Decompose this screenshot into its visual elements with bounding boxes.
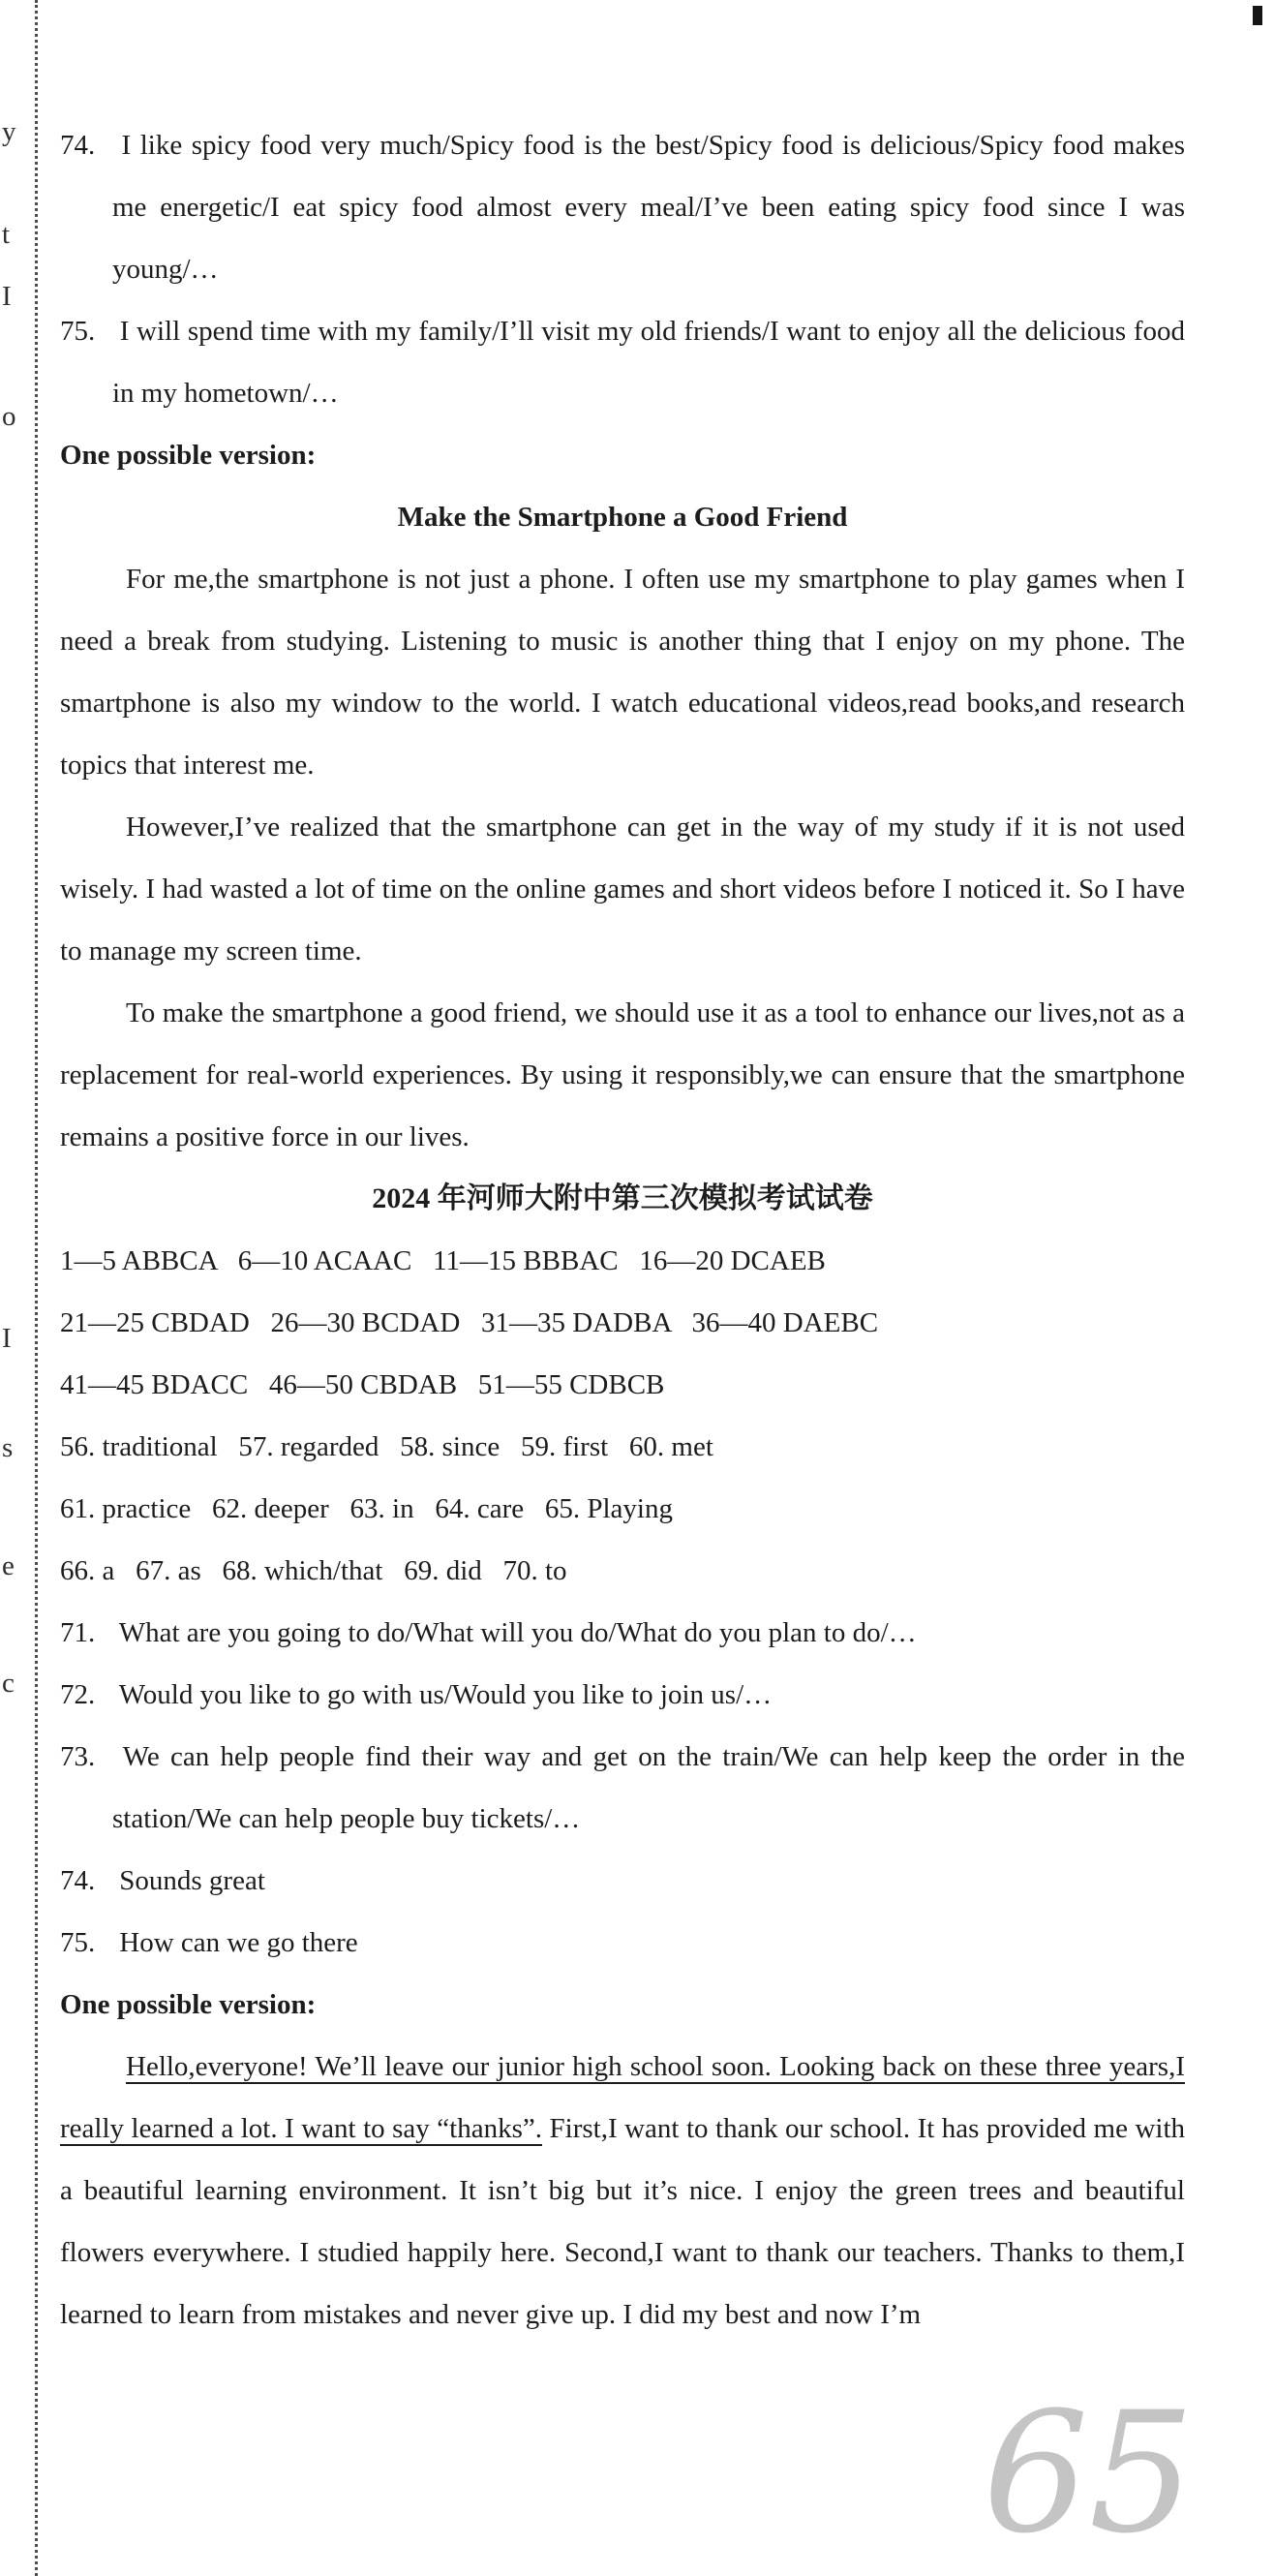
essay2-body-text: First,I want to thank our school. It has provided me with a beautiful learning environment. It isn’t big but it’s nice. I enjoy the green trees and beautiful flowers everywhere. I studied happily here. Second,I want to thank our teachers. Thanks to them,I learned to learn from mistakes and never give up. I did my best and now I’m	[60, 2113, 1186, 2330]
answer-line-1: 1—5 ABBCA 6—10 ACAAC 11—15 BBBAC 16—20 DCAEB	[60, 1245, 826, 1276]
item-text: Would you like to go with us/Would you like to join us/…	[118, 1679, 773, 1710]
essay2-underlined-opening: Hello,everyone! We’ll leave our junior high school soon. Looking back on these three years,I really learned a lot. I want to say “thanks”.	[60, 2051, 1185, 2144]
answer-item-74-top	[60, 114, 1185, 300]
item-text: How can we go there	[119, 1927, 358, 1958]
edge-fragment: c	[2, 1668, 15, 1699]
answer-item-75-top	[60, 300, 1185, 424]
edge-fragment: y	[2, 116, 16, 147]
item-text: Sounds great	[119, 1865, 265, 1896]
item-number: 73.	[60, 1741, 96, 1772]
item-number: 74.	[60, 130, 96, 161]
item-number: 75.	[60, 1927, 96, 1958]
edge-fragment: s	[2, 1432, 14, 1463]
item-text: What are you going to do/What will you do/What do you plan to do/…	[118, 1617, 917, 1648]
item-number: 74.	[60, 1865, 96, 1896]
item-number: 75.	[60, 316, 96, 347]
item-text: I will spend time with my family/I’ll visit my old friends/I want to enjoy all the delicious food in my hometown/…	[112, 316, 1186, 409]
corner-mark	[1253, 6, 1262, 25]
edge-fragment: t	[2, 219, 11, 250]
page-number-watermark: 65	[983, 2376, 1195, 2570]
answer-item-73	[60, 1726, 1185, 1850]
answer-line-3: 41—45 BDACC 46—50 CBDAB 51—55 CDBCB	[60, 1369, 665, 1400]
edge-fragment: e	[2, 1550, 15, 1581]
essay1-paragraph-1: For me,the smartphone is not just a phone. I often use my smartphone to play games when I need a break from studying. Listening to music is another thing that I enjoy on my phone. The smartphone is also my window to the world. I watch educational videos,read books,and research topics that interest me.	[60, 564, 1185, 781]
answer-line-6: 66. a 67. as 68. which/that 69. did 70. to	[60, 1555, 567, 1586]
answer-item-72	[60, 1664, 1185, 1726]
essay1-paragraph-3: To make the smartphone a good friend, we should use it as a tool to enhance our lives,not as a replacement for real-world experiences. By using it responsibly,we can ensure that the smartphone remains a positive force in our lives.	[60, 997, 1185, 1152]
essay1-paragraph-2: However,I’ve realized that the smartphone can get in the way of my study if it is not used wisely. I had wasted a lot of time on the online games and short videos before I noticed it. So I have to manage my screen time.	[60, 812, 1185, 966]
item-text: I like spicy food very much/Spicy food is the best/Spicy food is delicious/Spicy food makes me energetic/I eat spicy food almost every meal/I’ve been eating spicy food since I was young/…	[112, 130, 1186, 285]
column-divider-dotted	[35, 0, 38, 2576]
answer-item-75	[60, 1912, 1185, 1974]
item-number: 72.	[60, 1679, 96, 1710]
edge-fragment: I	[2, 281, 12, 312]
essay-title: Make the Smartphone a Good Friend	[397, 502, 848, 533]
answer-line-5: 61. practice 62. deeper 63. in 64. care 65. Playing	[60, 1493, 673, 1524]
possible-version-label-1: One possible version:	[60, 440, 317, 471]
answer-line-2: 21—25 CBDAD 26—30 BCDAD 31—35 DADBA 36—40 DAEBC	[60, 1307, 879, 1338]
edge-fragment: o	[2, 401, 16, 432]
item-text: We can help people find their way and get on the train/We can help keep the order in the station/We can help people buy tickets/…	[112, 1741, 1185, 1834]
essay2-paragraph	[60, 2036, 1185, 2346]
item-number: 71.	[60, 1617, 96, 1648]
edge-fragment: I	[2, 1323, 12, 1354]
possible-version-label-2: One possible version:	[60, 1989, 317, 2020]
exam-section-heading: 2024 年河师大附中第三次模拟考试试卷	[372, 1182, 873, 1214]
answer-line-4: 56. traditional 57. regarded 58. since 59. first 60. met	[60, 1431, 713, 1462]
answer-item-74	[60, 1850, 1185, 1912]
answer-item-71	[60, 1602, 1185, 1664]
